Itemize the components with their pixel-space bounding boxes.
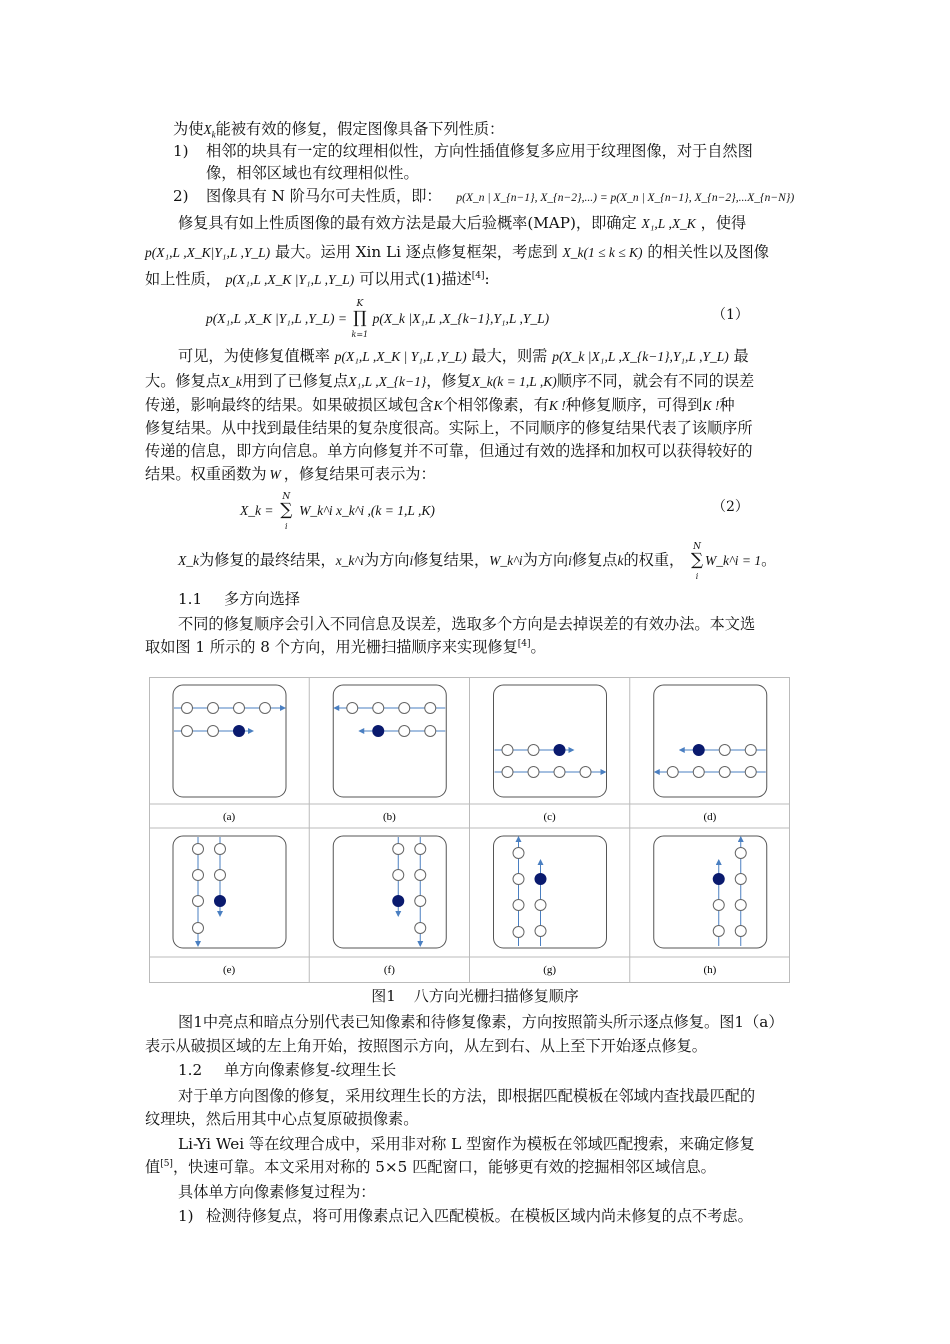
list-item-1-num: 1) xyxy=(173,142,189,160)
section-1-2-number: 1.2 xyxy=(178,1061,203,1079)
paragraph-map-line2: p(X₁,L ,X_K|Y₁,L ,Y_L) 最大。运用 Xin Li 逐点修复框架，考虑到 X_k(1 ≤ k ≤ K) 的相关性以及图像 xyxy=(145,243,769,261)
known-pixel-dot xyxy=(535,926,546,937)
section-1-1-number: 1.1 xyxy=(178,590,203,608)
panel-region-box xyxy=(654,685,767,797)
known-pixel-dot xyxy=(425,726,436,737)
known-pixel-dot xyxy=(215,870,226,881)
known-pixel-dot xyxy=(580,767,591,778)
panel-region-box xyxy=(333,685,446,797)
known-pixel-dot xyxy=(182,726,193,737)
known-pixel-dot xyxy=(234,703,245,714)
panel-region-box xyxy=(494,685,607,797)
unknown-pixel-dot xyxy=(234,726,245,737)
known-pixel-dot xyxy=(399,726,410,737)
panel-region-box xyxy=(173,836,286,948)
paragraph-order-line2: 大。修复点X_k用到了已修复点X₁,L ,X_{k−1}，修复X_k(k = 1,L ,K)顺序不同，就会有不同的误差 xyxy=(145,372,755,390)
paragraph-figure-desc-line2: 表示从破损区域的左上角开始，按照图示方向，从左到右、从上至下开始逐点修复。 xyxy=(145,1037,707,1055)
equation-1-number: （1） xyxy=(712,307,749,323)
known-pixel-dot xyxy=(373,703,384,714)
paragraph-map-line3: 如上性质， p(X₁,L ,X_K |Y₁,L ,Y_L) 可以用式(1)描述[4]: xyxy=(145,270,490,288)
panel-region-box xyxy=(333,836,446,948)
paragraph-liyiwei-line1: Li-Yi Wei 等在纹理合成中，采用非对称 L 型窗作为模板在邻域匹配搜索，来确定修复 xyxy=(178,1135,755,1153)
figure-1-number: 图1 xyxy=(371,987,396,1005)
known-pixel-dot xyxy=(735,926,746,937)
equation-1: p(X₁,L ,X_K |Y₁,L ,Y_L) = K ∏ k=1 p(X_k |X₁,L ,X_{k−1},Y₁,L ,Y_L) xyxy=(206,299,550,339)
paragraph-intro: 为使$X_k$能被有效的修复，假定图像具备下列性质： xyxy=(173,120,505,140)
known-pixel-dot xyxy=(713,926,724,937)
figure-1-caption-text: 八方向光栅扫描修复顺序 xyxy=(413,987,579,1005)
list-item-1-line1: 相邻的块具有一定的纹理相似性，方向性插值修复多应用于纹理图像，对于自然图 xyxy=(206,142,753,160)
panel-label: (h) xyxy=(703,964,717,976)
list-item-1-line2: 像，相邻区域也有纹理相似性。 xyxy=(206,164,419,182)
panel-region-box xyxy=(494,836,607,948)
paragraph-multidir-line1: 不同的修复顺序会引入不同信息及误差，选取多个方向是去掉误差的有效办法。本文选 xyxy=(178,615,756,633)
figure-1-caption xyxy=(0,985,950,1007)
paragraph-figure-desc-line1: 图1中亮点和暗点分别代表已知像素和待修复像素，方向按照箭头所示逐点修复。图1（a） xyxy=(178,1013,784,1031)
known-pixel-dot xyxy=(735,848,746,859)
known-pixel-dot xyxy=(415,870,426,881)
unknown-pixel-dot xyxy=(554,745,565,756)
known-pixel-dot xyxy=(713,900,724,911)
unknown-pixel-dot xyxy=(693,745,704,756)
panel-label: (b) xyxy=(382,811,396,823)
known-pixel-dot xyxy=(528,767,539,778)
math-xk: $X_k$ xyxy=(203,122,216,140)
unknown-pixel-dot xyxy=(373,726,384,737)
known-pixel-dot xyxy=(415,923,426,934)
figure-1-raster-scan-orders xyxy=(149,677,790,983)
panel-label: (f) xyxy=(383,964,395,976)
known-pixel-dot xyxy=(502,767,513,778)
math-x1-xk: X₁,L ,X_K xyxy=(641,216,696,231)
known-pixel-dot xyxy=(193,923,204,934)
known-pixel-dot xyxy=(182,703,193,714)
known-pixel-dot xyxy=(667,767,678,778)
known-pixel-dot xyxy=(193,896,204,907)
known-pixel-dot xyxy=(528,745,539,756)
paragraph-texture-line2: 纹理块，然后用其中心点复原破损像素。 xyxy=(145,1110,419,1128)
paragraph-process-intro: 具体单方向像素修复过程为： xyxy=(178,1183,376,1201)
known-pixel-dot xyxy=(719,767,730,778)
paragraph-order-line3: 传递，影响最终的结果。如果破损区域包含K个相邻像素，有K !种修复顺序，可得到K !种 xyxy=(145,396,735,414)
known-pixel-dot xyxy=(745,767,756,778)
paragraph-map-line1: 修复具有如上性质图像的最有效方法是最大后验概率(MAP)，即确定 X₁,L ,X_K ，使得 xyxy=(178,214,747,232)
panel-region-box xyxy=(654,836,767,948)
known-pixel-dot xyxy=(513,848,524,859)
panel-label: (c) xyxy=(543,811,556,823)
panel-region-box xyxy=(173,685,286,797)
paragraph-order-line6: 结果。权重函数为 W ，修复结果可表示为： xyxy=(145,465,436,483)
unknown-pixel-dot xyxy=(215,896,226,907)
known-pixel-dot xyxy=(208,726,219,737)
known-pixel-dot xyxy=(554,767,565,778)
known-pixel-dot xyxy=(399,703,410,714)
panel-label: (e) xyxy=(223,964,236,976)
panel-label: (g) xyxy=(543,964,557,976)
known-pixel-dot xyxy=(735,874,746,885)
known-pixel-dot xyxy=(745,745,756,756)
known-pixel-dot xyxy=(415,844,426,855)
known-pixel-dot xyxy=(425,703,436,714)
paragraph-order-line1: 可见，为使修复值概率 p(X₁,L ,X_K | Y₁,L ,Y_L) 最大，则需 p(X_k |X₁,L ,X_{k−1},Y₁,L ,Y_L) 最 xyxy=(178,347,749,365)
paragraph-liyiwei-line2: 值[5]，快速可靠。本文采用对称的 5×5 匹配窗口，能够更有效的挖掘相邻区域信息。 xyxy=(145,1158,716,1176)
list2-item-1-text: 检测待修复点，将可用像素点记入匹配模板。在模板区域内尚未修复的点不考虑。 xyxy=(206,1207,753,1225)
unknown-pixel-dot xyxy=(535,874,546,885)
list2-item-1-num: 1) xyxy=(178,1207,194,1225)
known-pixel-dot xyxy=(193,870,204,881)
known-pixel-dot xyxy=(393,844,404,855)
known-pixel-dot xyxy=(260,703,271,714)
known-pixel-dot xyxy=(215,844,226,855)
panel-label: (a) xyxy=(223,811,236,823)
known-pixel-dot xyxy=(415,896,426,907)
markov-formula: p(X_n | X_{n−1}, X_{n−2},...) = p(X_n | X_{n−1}, X_{n−2},...X_{n−N}) xyxy=(456,192,795,204)
paragraph-texture-line1: 对于单方向图像的修复，采用纹理生长的方法，即根据匹配模板在邻域内查找最匹配的 xyxy=(178,1087,756,1105)
citation-5: [5] xyxy=(160,1158,173,1169)
citation-4: [4] xyxy=(517,638,531,649)
known-pixel-dot xyxy=(393,870,404,881)
unknown-pixel-dot xyxy=(713,874,724,885)
known-pixel-dot xyxy=(513,900,524,911)
list-item-2-line1: 图像具有 N 阶马尔可夫性质，即： p(X_n | X_{n−1}, X_{n−2},...) = p(X_n | X_{n−1}, X_{n−2},...X_{n−N}) xyxy=(206,187,795,205)
equation-2-number: （2） xyxy=(712,499,749,515)
known-pixel-dot xyxy=(208,703,219,714)
list-item-2-num: 2) xyxy=(173,187,189,205)
unknown-pixel-dot xyxy=(393,896,404,907)
known-pixel-dot xyxy=(535,900,546,911)
paragraph-multidir-line2: 取如图 1 所示的 8 个方向，用光栅扫描顺序来实现修复[4]。 xyxy=(145,638,546,656)
section-1-2-title: 单方向像素修复-纹理生长 xyxy=(224,1061,397,1079)
paragraph-order-line4: 修复结果。从中找到最佳结果的复杂度很高。实际上，不同顺序的修复结果代表了该顺序所 xyxy=(145,419,753,437)
paragraph-weights: X_k为修复的最终结果，x_k^i为方向i修复结果，W_k^i为方向i修复点k的权重， N ∑ i W_k^i = 1。 xyxy=(178,542,777,581)
known-pixel-dot xyxy=(193,844,204,855)
known-pixel-dot xyxy=(719,745,730,756)
panel-label: (d) xyxy=(703,811,717,823)
known-pixel-dot xyxy=(735,900,746,911)
section-1-1-title: 多方向选择 xyxy=(224,590,300,608)
known-pixel-dot xyxy=(513,874,524,885)
equation-2: X_k = N ∑ i W_k^i x_k^i ,(k = 1,L ,K) xyxy=(240,492,435,531)
known-pixel-dot xyxy=(513,927,524,938)
paragraph-order-line5: 传递的信息，即方向信息。单方向修复并不可靠，但通过有效的选择和加权可以获得较好的 xyxy=(145,442,753,460)
known-pixel-dot xyxy=(347,703,358,714)
known-pixel-dot xyxy=(693,767,704,778)
known-pixel-dot xyxy=(502,745,513,756)
citation-4: [4] xyxy=(471,270,485,281)
